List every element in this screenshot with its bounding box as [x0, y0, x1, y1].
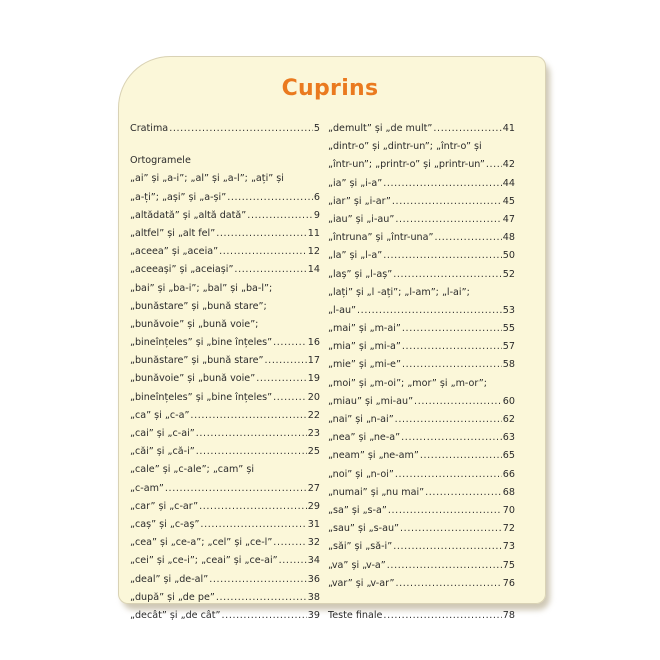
toc-entry — [130, 443, 320, 461]
toc-entry-text: „sa” și „s-a” — [328, 504, 387, 516]
page-title: Cuprins — [281, 76, 379, 101]
toc-entry — [130, 552, 320, 570]
toc-entry-text: „caș” și „c-aș” — [130, 518, 200, 530]
toc-entry-text: „bunăstare” și „bună stare”; — [130, 300, 267, 312]
toc-page-number: 22 — [307, 409, 320, 421]
toc-page-number: 14 — [307, 264, 320, 276]
toc-page-number: 50 — [502, 250, 515, 262]
toc-leader-dots — [425, 484, 502, 502]
toc-entry-text: „întruna” și „într-una” — [328, 232, 434, 244]
toc-page-number: 57 — [502, 341, 515, 353]
toc-entry — [328, 375, 515, 393]
toc-entry — [130, 534, 320, 552]
toc-page-number: 23 — [307, 428, 320, 439]
toc-entry — [328, 393, 515, 411]
toc-entry — [328, 447, 515, 465]
toc-entry — [130, 261, 320, 279]
toc-page-number: 70 — [502, 504, 515, 516]
toc-page-number: 5 — [313, 123, 320, 134]
toc-entry-text: „cea” și „ce-a”; „cel” și „ce-l” — [130, 537, 273, 549]
toc-leader-dots — [434, 229, 501, 247]
toc-entry-text: „după” și „de pe” — [130, 591, 215, 603]
toc-entry — [328, 575, 515, 593]
toc-page-number: 73 — [502, 541, 515, 553]
toc-page-number: 11 — [307, 227, 320, 239]
toc-entry-text: „lați” și „l -ați”; „l-am”; „l-ai”; — [328, 286, 470, 298]
toc-entry-text: „săi” și „să-i” — [328, 541, 393, 553]
toc-entry — [328, 266, 515, 284]
toc-page-number: 65 — [502, 450, 515, 462]
toc-leader-dots — [265, 352, 307, 370]
toc-page-number: 31 — [307, 518, 320, 530]
toc-entry — [130, 280, 320, 298]
toc-leader-dots — [357, 302, 502, 320]
toc-page-number: 20 — [307, 391, 320, 403]
toc-page-number: 42 — [502, 159, 515, 171]
toc-entry-text: „dintr-o” și „dintr-un”; „într-o” și — [328, 141, 482, 153]
toc-entry — [130, 170, 320, 188]
toc-leader-dots — [433, 120, 501, 138]
toc-leader-dots — [196, 425, 307, 443]
toc-entry — [328, 338, 515, 356]
toc-entry — [130, 370, 320, 388]
toc-page-number: 29 — [307, 500, 320, 512]
toc-leader-dots — [256, 370, 307, 388]
toc-right-column — [328, 120, 515, 625]
toc-entry-text: „noi” și „n-oi” — [328, 468, 394, 480]
toc-leader-dots — [402, 356, 502, 374]
toc-entry — [130, 407, 320, 425]
toc-page-number: 36 — [307, 573, 320, 585]
toc-entry-text: „aceeași” și „aceiași” — [130, 264, 234, 276]
toc-page-number: 38 — [307, 591, 320, 603]
toc-entry — [130, 571, 320, 589]
toc-entry — [328, 502, 515, 520]
toc-page-number: 62 — [502, 414, 515, 425]
toc-page-number: 66 — [502, 468, 515, 480]
toc-entry — [328, 411, 515, 429]
toc-page-number: 72 — [502, 523, 515, 535]
toc-leader-dots — [273, 334, 307, 352]
toc-leader-dots — [247, 207, 313, 225]
toc-page-number: 48 — [502, 232, 515, 244]
toc-entry-text: „iau” și „i-au” — [328, 213, 395, 225]
toc-leader-dots — [400, 520, 502, 538]
toc-page-number: 27 — [307, 482, 320, 494]
toc-entry — [130, 607, 320, 625]
toc-page-number: 6 — [313, 191, 320, 203]
toc-leader-dots — [190, 407, 306, 425]
toc-entry-text: „bunăvoie” și „bună voie” — [130, 373, 256, 385]
toc-leader-dots — [393, 538, 502, 556]
toc-leader-dots — [200, 516, 306, 534]
toc-leader-dots — [383, 175, 502, 193]
toc-entry-text: „altfel” și „alt fel” — [130, 227, 216, 239]
toc-entry — [328, 484, 515, 502]
toc-page-number: 44 — [502, 177, 515, 189]
toc-entry — [130, 138, 320, 152]
toc-leader-dots — [227, 189, 313, 207]
toc-leader-dots — [387, 557, 502, 575]
toc-page-number: 76 — [502, 577, 515, 589]
toc-entry — [328, 356, 515, 374]
toc-page-number: 41 — [502, 123, 515, 134]
toc-entry-text: „c-am” — [130, 482, 164, 494]
toc-leader-dots — [383, 607, 501, 625]
toc-entry-text: „bunăvoie” și „bună voie”; — [130, 318, 259, 330]
toc-entry — [130, 207, 320, 225]
toc-leader-dots — [395, 411, 502, 429]
toc-leader-dots — [196, 443, 307, 461]
toc-entry-text: „numai” și „nu mai” — [328, 486, 425, 498]
toc-entry — [130, 189, 320, 207]
toc-leader-dots — [395, 575, 501, 593]
toc-entry-text: „cai” și „c-ai” — [130, 428, 195, 439]
toc-entry — [328, 557, 515, 575]
toc-entry-text: „deal” și „de-al” — [130, 573, 209, 585]
toc-entry — [130, 389, 320, 407]
toc-page-number: 60 — [502, 395, 515, 407]
toc-entry-text: „nai” și „n-ai” — [328, 414, 394, 425]
toc-entry — [328, 302, 515, 320]
toc-leader-dots — [420, 447, 502, 465]
toc-entry-text: „nea” și „ne-a” — [328, 432, 401, 444]
toc-entry — [130, 498, 320, 516]
toc-entry-text: „altădată” și „altă dată” — [130, 209, 247, 221]
toc-leader-dots — [414, 393, 502, 411]
toc-leader-dots — [401, 429, 502, 447]
toc-page-number: 75 — [502, 559, 515, 571]
toc-entry — [328, 138, 515, 156]
toc-entry-text: „mai” și „m-ai” — [328, 323, 401, 335]
toc-entry — [328, 429, 515, 447]
toc-leader-dots — [395, 466, 502, 484]
toc-entry-text: „bineînțeles” și „bine înțeles” — [130, 391, 273, 403]
toc-entry-text: „moi” și „m-oi”; „mor” și „m-or”; — [328, 377, 487, 389]
toc-page-number: 19 — [307, 373, 320, 385]
toc-entry-text: „ca” și „c-a” — [130, 409, 190, 421]
toc-entry — [130, 352, 320, 370]
toc-entry — [328, 607, 515, 625]
toc-entry — [130, 480, 320, 498]
toc-entry-text: „bai” și „ba-i”; „bal” și „ba-l”; — [130, 282, 273, 294]
toc-entry — [328, 284, 515, 302]
toc-page-number: 25 — [307, 446, 320, 458]
toc-entry — [328, 593, 515, 607]
toc-entry-text: „neam” și „ne-am” — [328, 450, 419, 462]
toc-entry — [130, 243, 320, 261]
toc-leader-dots — [234, 261, 306, 279]
toc-leader-dots — [219, 243, 307, 261]
toc-entry-text: Teste finale — [328, 609, 383, 621]
toc-entry — [130, 334, 320, 352]
toc-entry-text: „bineînțeles” și „bine înțeles” — [130, 337, 273, 349]
toc-entry — [328, 520, 515, 538]
toc-entry — [328, 211, 515, 229]
toc-page-number: 55 — [502, 323, 515, 335]
toc-leader-dots — [209, 571, 307, 589]
toc-page-number: 45 — [502, 195, 515, 207]
toc-page-number: 63 — [502, 432, 515, 444]
toc-leader-dots — [165, 480, 307, 498]
toc-page-number: 58 — [502, 359, 515, 371]
toc-entry — [130, 425, 320, 443]
toc-entry — [130, 461, 320, 479]
toc-entry-text: Ortogramele — [130, 155, 191, 167]
toc-leader-dots — [383, 247, 502, 265]
toc-leader-dots — [392, 193, 502, 211]
toc-leader-dots — [486, 156, 502, 174]
toc-entry — [130, 316, 320, 334]
toc-leader-dots — [395, 211, 501, 229]
toc-entry — [130, 225, 320, 243]
toc-entry-text: „bunăstare” și „bună stare” — [130, 355, 264, 367]
toc-entry-text: „iar” și „i-ar” — [328, 195, 391, 207]
toc-page-number: 16 — [307, 337, 320, 349]
toc-page-number: 12 — [307, 246, 320, 258]
toc-entry-text: „cale” și „c-ale”; „cam” și — [130, 464, 254, 476]
toc-entry — [328, 229, 515, 247]
toc-entry — [130, 152, 320, 170]
toc-entry-text: „miau” și „mi-au” — [328, 395, 414, 407]
toc-entry-text: „mie” și „mi-e” — [328, 359, 401, 371]
toc-leader-dots — [169, 120, 313, 138]
toc-page-number: 32 — [307, 537, 320, 549]
toc-leader-dots — [279, 552, 307, 570]
toc-entry-text: „aceea” și „aceia” — [130, 246, 219, 258]
toc-entry-text: Cratima — [130, 123, 169, 134]
toc-entry — [328, 120, 515, 138]
toc-leader-dots — [222, 607, 307, 625]
toc-entry-text: „cei” și „ce-i”; „ceai” și „ce-ai” — [130, 555, 278, 567]
toc-entry-text: „l-au” — [328, 304, 357, 316]
toc-entry — [130, 516, 320, 534]
toc-entry-text: „laș” și „l-aș” — [328, 268, 393, 280]
toc-entry — [328, 156, 515, 174]
toc-entry — [328, 320, 515, 338]
toc-entry-text: „decât” și „de cât” — [130, 609, 221, 621]
toc-entry-text: „mia” și „mi-a” — [328, 341, 401, 353]
toc-entry-text: „într-un”; „printr-o” și „printr-un” — [328, 159, 485, 171]
toc-entry — [328, 193, 515, 211]
toc-page-number: 52 — [502, 268, 515, 280]
toc-entry-text: „ia” și „i-a” — [328, 177, 383, 189]
toc-leader-dots — [402, 320, 502, 338]
toc-leader-dots — [388, 502, 502, 520]
toc-leader-dots — [402, 338, 502, 356]
toc-entry — [328, 538, 515, 556]
toc-entry-text: „a-ți”; „ași” și „a-și” — [130, 191, 227, 203]
toc-page-number: 17 — [307, 355, 320, 367]
toc-page-number: 9 — [313, 209, 320, 221]
toc-leader-dots — [273, 534, 306, 552]
toc-page-number: 39 — [307, 609, 320, 621]
toc-leader-dots — [393, 266, 502, 284]
toc-entry-text: „va” și „v-a” — [328, 559, 386, 571]
toc-entry — [130, 120, 320, 138]
toc-entry — [328, 247, 515, 265]
toc-page-number: 78 — [502, 609, 515, 621]
toc-page-number: 68 — [502, 486, 515, 498]
toc-page-number: 53 — [502, 304, 515, 316]
toc-entry-text: „căi” și „că-i” — [130, 446, 195, 458]
toc-left-column — [130, 120, 320, 625]
toc-entry — [328, 175, 515, 193]
toc-page-number: 47 — [502, 213, 515, 225]
toc-entry — [130, 298, 320, 316]
toc-leader-dots — [199, 498, 307, 516]
toc-entry-text: „sau” și „s-au” — [328, 523, 400, 535]
toc-entry-text: „demult” și „de mult” — [328, 123, 433, 134]
toc-entry-text: „la” și „l-a” — [328, 250, 383, 262]
toc-entry-text: „ai” și „a-i”; „al” și „a-l”; „ați” și — [130, 173, 284, 185]
toc-leader-dots — [273, 389, 307, 407]
toc-leader-dots — [216, 225, 307, 243]
toc-entry — [328, 466, 515, 484]
toc-leader-dots — [216, 589, 307, 607]
toc-entry-text: „car” și „c-ar” — [130, 500, 199, 512]
toc-page-number: 34 — [307, 555, 320, 567]
toc-entry-text: „var” și „v-ar” — [328, 577, 395, 589]
toc-entry — [130, 589, 320, 607]
